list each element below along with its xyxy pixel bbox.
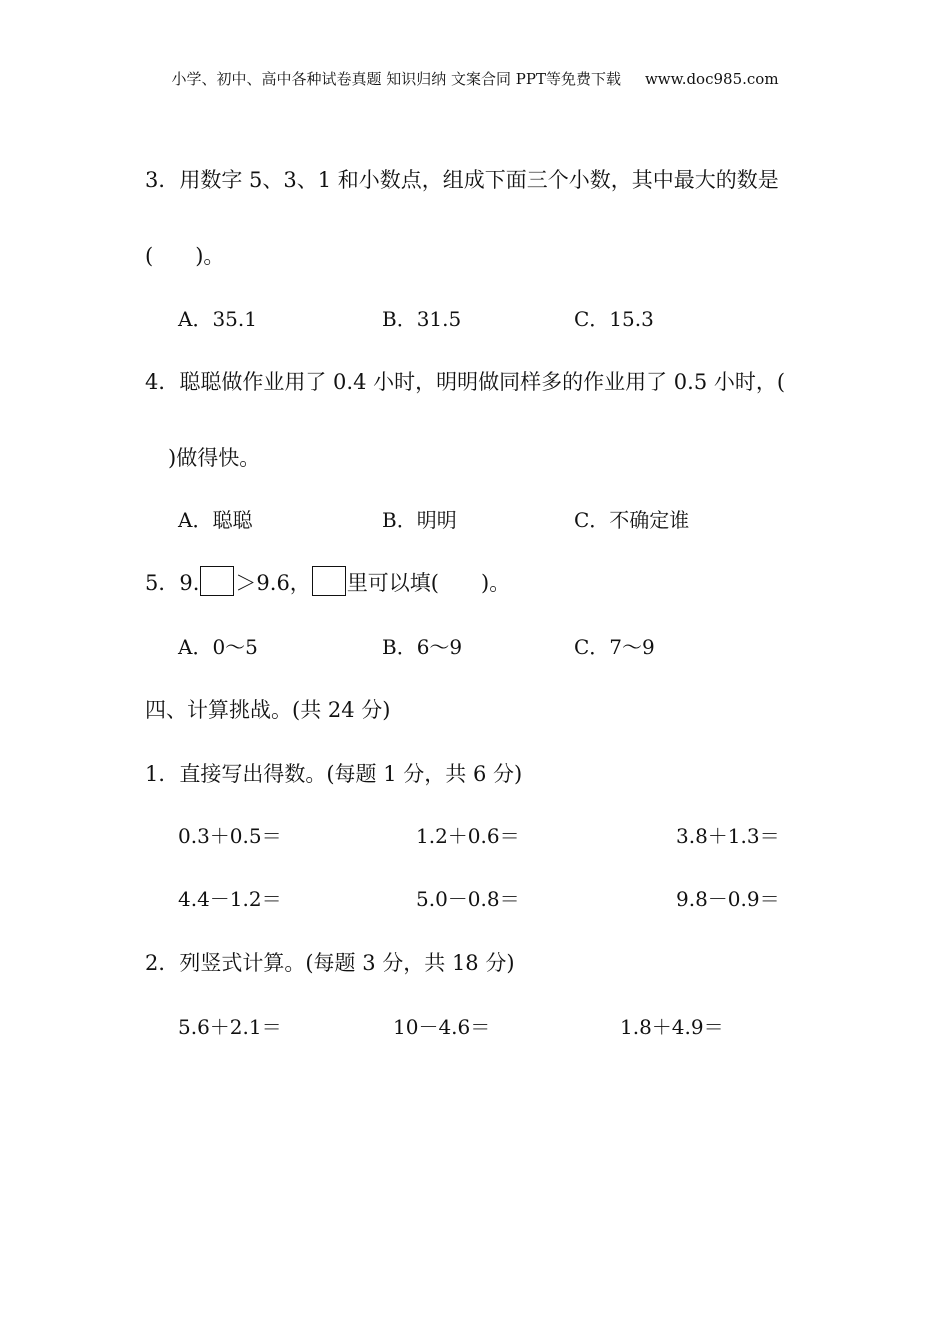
q3-option-a: A．35.1 <box>178 307 257 331</box>
q4-stem: 4．聪聪做作业用了 0.4 小时，明明做同样多的作业用了 0.5 小时，( <box>145 370 786 394</box>
q5-option-a: A．0～5 <box>178 635 258 659</box>
calc-item: 9.8－0.9＝ <box>676 887 780 911</box>
section-4-part-1-title: 1．直接写出得数。(每题 1 分，共 6 分) <box>145 762 523 786</box>
header-text: 小学、初中、高中各种试卷真题 知识归纳 文案合同 PPT等免费下载 <box>171 70 621 88</box>
calc-item: 5.0－0.8＝ <box>416 887 520 911</box>
q5-middle: ＞9.6， <box>235 571 311 595</box>
q5-suffix-b: )。 <box>481 571 511 595</box>
q3-stem: 3．用数字 5、3、1 和小数点，组成下面三个小数，其中最大的数是 <box>145 168 779 192</box>
calc-item: 0.3＋0.5＝ <box>178 824 282 848</box>
q5-stem <box>145 566 510 597</box>
q4-option-a: A．聪聪 <box>178 508 253 532</box>
calc-item: 4.4－1.2＝ <box>178 887 282 911</box>
q5-option-c: C．7～9 <box>574 635 655 659</box>
vertical-calc-item: 10－4.6＝ <box>393 1015 491 1039</box>
q5-blank-box <box>200 566 234 596</box>
q4-stem-continued: )做得快。 <box>168 446 261 470</box>
calc-item: 1.2＋0.6＝ <box>416 824 520 848</box>
q3-paren-open: ( <box>145 244 154 268</box>
calc-item: 3.8＋1.3＝ <box>676 824 780 848</box>
vertical-calc-item: 5.6＋2.1＝ <box>178 1015 282 1039</box>
q5-option-b: B．6～9 <box>382 635 463 659</box>
q5-prefix: 5．9. <box>145 571 200 595</box>
q5-box-symbol <box>312 566 346 596</box>
q3-option-b: B．31.5 <box>382 307 462 331</box>
q5-suffix-a: 里可以填( <box>346 571 440 595</box>
q3-paren-close: )。 <box>195 244 225 268</box>
page-header <box>0 68 950 89</box>
q3-option-c: C．15.3 <box>574 307 654 331</box>
section-4-part-2-title: 2．列竖式计算。(每题 3 分，共 18 分) <box>145 951 515 975</box>
section-4-title: 四、计算挑战。(共 24 分) <box>145 698 391 722</box>
vertical-calc-item: 1.8＋4.9＝ <box>620 1015 724 1039</box>
q4-option-b: B．明明 <box>382 508 457 532</box>
q4-option-c: C．不确定谁 <box>574 508 690 532</box>
header-url[interactable]: www.doc985.com <box>644 70 779 88</box>
q3-answer-blank <box>145 240 224 270</box>
